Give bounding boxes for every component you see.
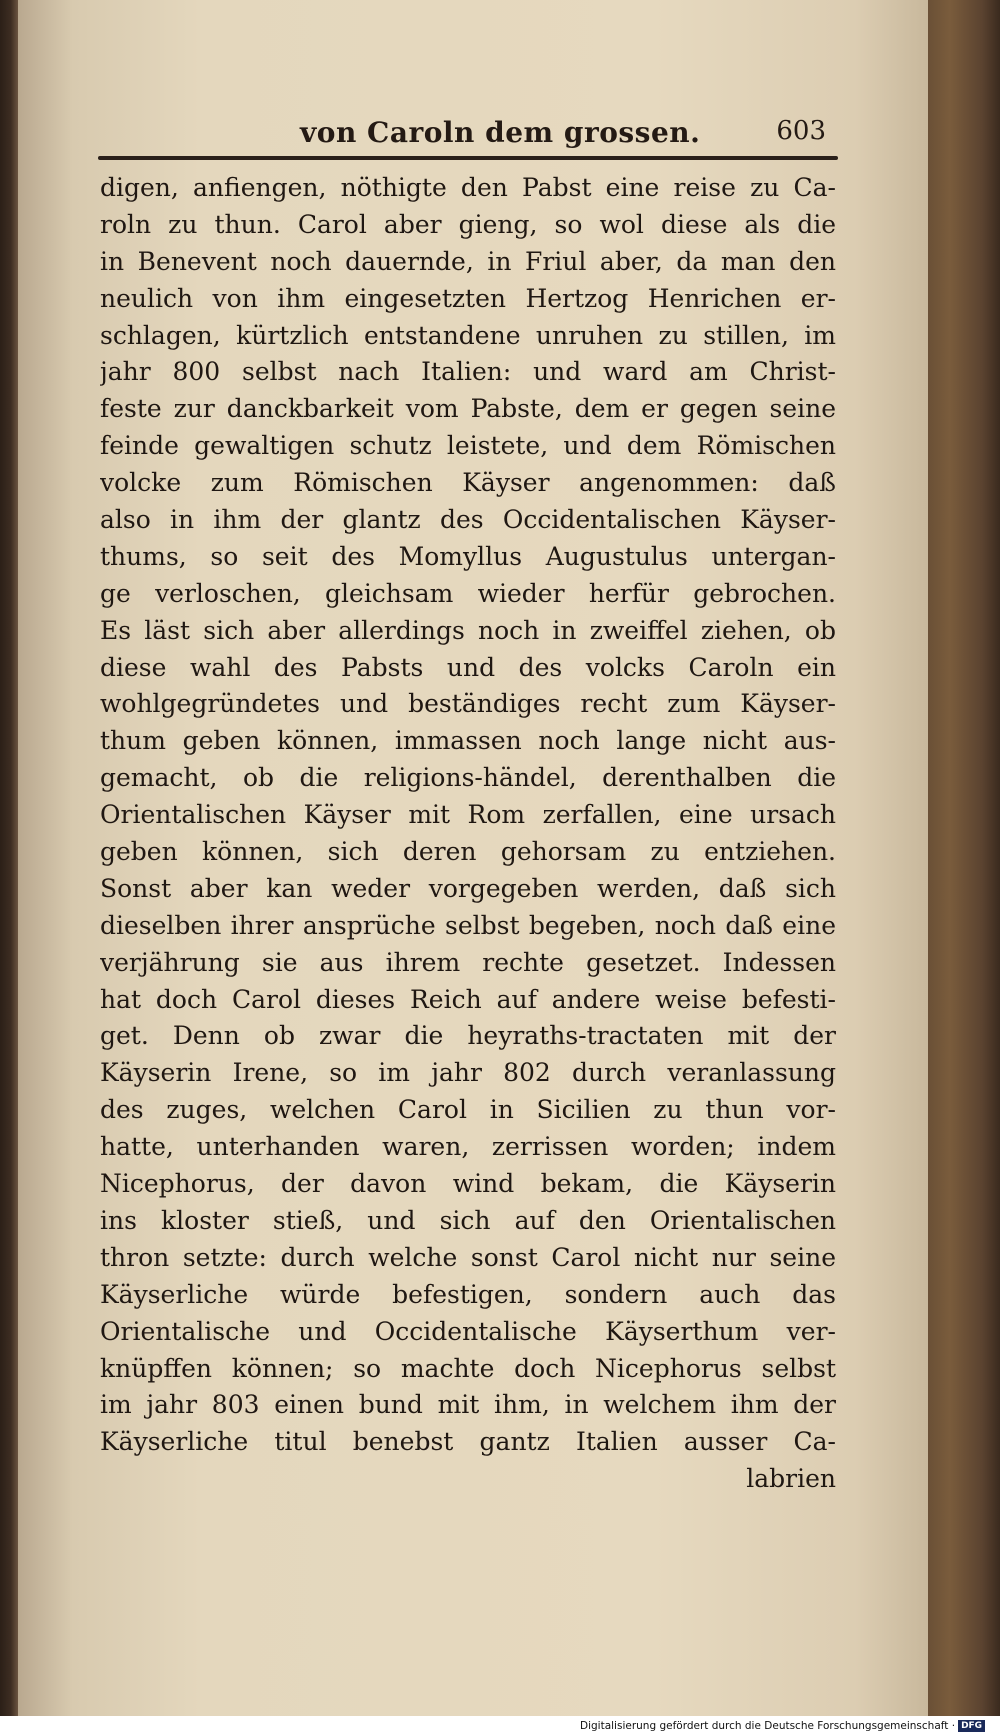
body-text [100,170,836,1498]
text-line: volcke zum Römischen Käyser angenommen: daß [100,468,836,498]
text-line: feste zur danckbarkeit vom Pabste, dem er gegen seine [100,394,836,424]
book-spine-edge [0,0,18,1735]
text-line: diese wahl des Pabsts und des volcks Caroln ein [100,652,836,682]
text-line: wohlgegründetes und beständiges recht zum Käyser- [100,689,836,719]
text-line: Käyserin Irene, so im jahr 802 durch veranlassung [100,1058,836,1088]
text-line: verjährung sie aus ihrem rechte gesetzet. Indessen [100,947,836,977]
text-line: Käyserliche würde befestigen, sondern auch das [100,1279,836,1309]
book-cover-edge [928,0,1000,1716]
text-line: Käyserliche titul benebst gantz Italien ausser Ca- [100,1427,836,1457]
text-line: im jahr 803 einen bund mit ihm, in welchem ihm der [100,1390,836,1420]
text-line: hatte, unterhanden waren, zerrissen worden; indem [100,1132,836,1162]
text-line: feinde gewaltigen schutz leistete, und dem Römischen [100,431,836,461]
text-line: gemacht, ob die religions-händel, derenthalben die [100,763,836,793]
text-line: thums, so seit des Momyllus Augustulus untergan- [100,541,836,571]
digitization-credit [580,1720,983,1734]
text-line: jahr 800 selbst nach Italien: und ward am Christ- [100,357,836,387]
page-number: 603 [776,116,826,146]
text-line: hat doch Carol dieses Reich auf andere weise befesti- [100,984,836,1014]
text-line: Es läst sich aber allerdings noch in zweiffel ziehen, ob [100,615,836,645]
page-header [70,112,830,156]
text-line: Sonst aber kan weder vorgegeben werden, daß sich [100,873,836,903]
text-line: des zuges, welchen Carol in Sicilien zu thun vor- [100,1095,836,1125]
text-line: geben können, sich deren gehorsam zu entziehen. [100,837,836,867]
text-line: thron setzte: durch welche sonst Carol nicht nur seine [100,1242,836,1272]
text-line: get. Denn ob zwar die heyraths-tractaten mit der [100,1021,836,1051]
text-line: Orientalische und Occidentalische Käyserthum ver- [100,1316,836,1346]
text-line: knüpffen können; so machte doch Nicephorus selbst [100,1353,836,1383]
text-line: neulich von ihm eingesetzten Hertzog Henrichen er- [100,283,836,313]
text-line: also in ihm der glantz des Occidentalischen Käyser- [100,505,836,535]
text-line: in Benevent noch dauernde, in Friul aber, da man den [100,246,836,276]
text-line: digen, anfiengen, nöthigte den Pabst eine reise zu Ca- [100,173,836,202]
credit-text: Digitalisierung gefördert durch die Deutsche Forschungsgemeinschaft · [580,1720,956,1732]
header-rule [98,156,838,160]
dfg-logo-icon: DFG [958,1720,985,1732]
text-line: Nicephorus, der davon wind bekam, die Käyserin [100,1169,836,1199]
text-line: ge verloschen, gleichsam wieder herfür gebrochen. [100,578,836,608]
text-line: schlagen, kürtzlich entstandene unruhen zu stillen, im [100,320,836,350]
text-line: ins kloster stieß, und sich auf den Orientalischen [100,1205,836,1235]
text-line: Orientalischen Käyser mit Rom zerfallen, eine ursach [100,800,836,830]
text-line: dieselben ihrer ansprüche selbst begeben, noch daß eine [100,910,836,940]
running-head: von Caroln dem grossen. [300,116,701,149]
catchword: labrien [746,1464,836,1494]
text-line: thum geben können, immassen noch lange nicht aus- [100,726,836,756]
text-line: roln zu thun. Carol aber gieng, so wol diese als die [100,209,836,239]
